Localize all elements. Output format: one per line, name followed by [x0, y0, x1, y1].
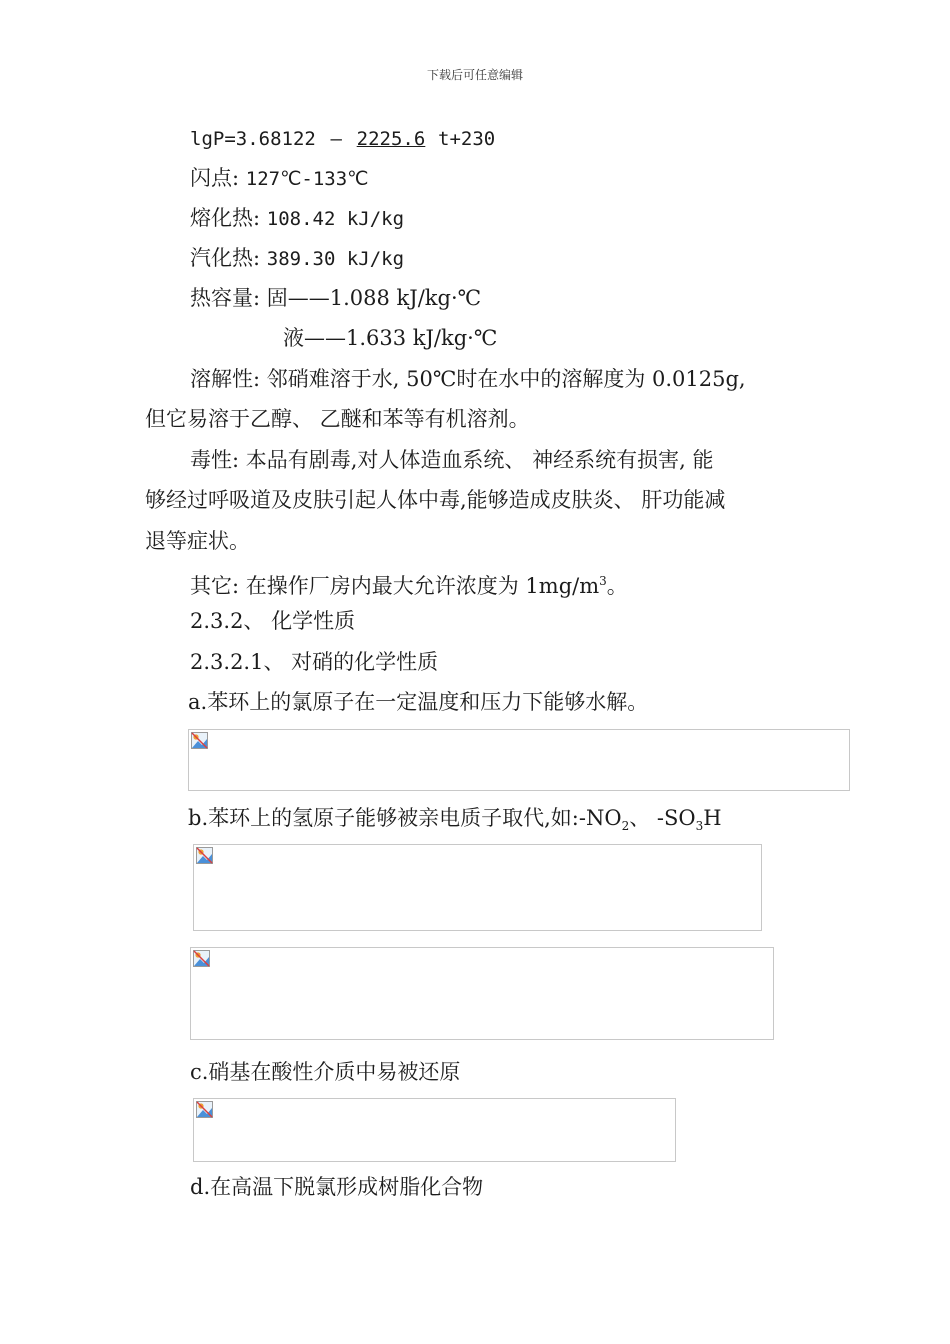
heat-of-fusion-label: 熔化热: — [190, 206, 261, 230]
other-text: 其它: 在操作厂房内最大允许浓度为 1mg/m — [190, 574, 600, 598]
heat-of-fusion-line — [190, 204, 404, 233]
image-placeholder-b2 — [190, 947, 774, 1040]
solubility-line-1: 溶解性: 邻硝难溶于水, 50℃时在水中的溶解度为 0.0125g, — [190, 367, 746, 391]
image-placeholder-a — [188, 729, 850, 791]
heat-of-vaporization-label: 汽化热: — [190, 246, 261, 270]
heat-of-vaporization-line — [190, 244, 404, 273]
image-placeholder-c — [193, 1098, 676, 1162]
item-d: d.在高温下脱氯形成树脂化合物 — [190, 1175, 484, 1199]
broken-image-icon — [193, 950, 210, 967]
item-b — [188, 804, 722, 840]
formula-dash: – — [330, 128, 342, 150]
broken-image-icon — [196, 1101, 213, 1118]
broken-image-icon — [191, 732, 208, 749]
item-b-mid: 、 -SO — [629, 806, 696, 830]
other-end: 。 — [606, 574, 628, 598]
page-header: 下载后可任意编辑 — [426, 68, 523, 82]
toxicity-line-2: 够经过呼吸道及皮肤引起人体中毒,能够造成皮肤炎、 肝功能减 — [145, 488, 726, 512]
flash-point-line — [190, 164, 369, 193]
other-line — [190, 567, 628, 600]
toxicity-line-3: 退等症状。 — [145, 529, 250, 553]
heat-capacity-label: 热容量: — [190, 286, 261, 310]
formula-numerator: 2225.6 — [356, 128, 426, 150]
item-a: a.苯环上的氯原子在一定温度和压力下能够水解。 — [188, 690, 649, 714]
heat-of-fusion-value: 108.42 kJ/kg — [266, 208, 405, 230]
broken-image-icon — [196, 847, 213, 864]
solubility-line-2: 但它易溶于乙醇、 乙醚和苯等有机溶剂。 — [145, 407, 530, 431]
image-placeholder-b1 — [193, 844, 762, 931]
formula-denominator: t+230 — [438, 128, 496, 150]
vapor-pressure-formula — [190, 124, 495, 153]
heat-of-vaporization-value: 389.30 kJ/kg — [266, 248, 405, 270]
item-c: c.硝基在酸性介质中易被还原 — [190, 1060, 461, 1084]
item-b-sub2: 3 — [695, 819, 704, 834]
heat-capacity-solid: 固——1.088 kJ/kg·℃ — [266, 286, 482, 310]
item-b-text: b.苯环上的氢原子能够被亲电质子取代,如:-NO — [188, 806, 622, 830]
heat-capacity-line — [190, 284, 481, 312]
section-2-3-2-1: 2.3.2.1、 对硝的化学性质 — [190, 650, 439, 674]
section-2-3-2: 2.3.2、 化学性质 — [190, 609, 356, 633]
heat-capacity-liquid: 液——1.633 kJ/kg·℃ — [283, 326, 498, 350]
formula-lhs: lgP=3.68122 — [190, 128, 316, 150]
toxicity-line-1: 毒性: 本品有剧毒,对人体造血系统、 神经系统有损害, 能 — [190, 448, 714, 472]
item-b-sub1: 2 — [621, 819, 630, 834]
other-sup: 3 — [599, 574, 607, 588]
flash-point-value: 127℃-133℃ — [245, 168, 369, 190]
flash-point-label: 闪点: — [190, 166, 240, 190]
item-b-end: H — [703, 806, 722, 830]
